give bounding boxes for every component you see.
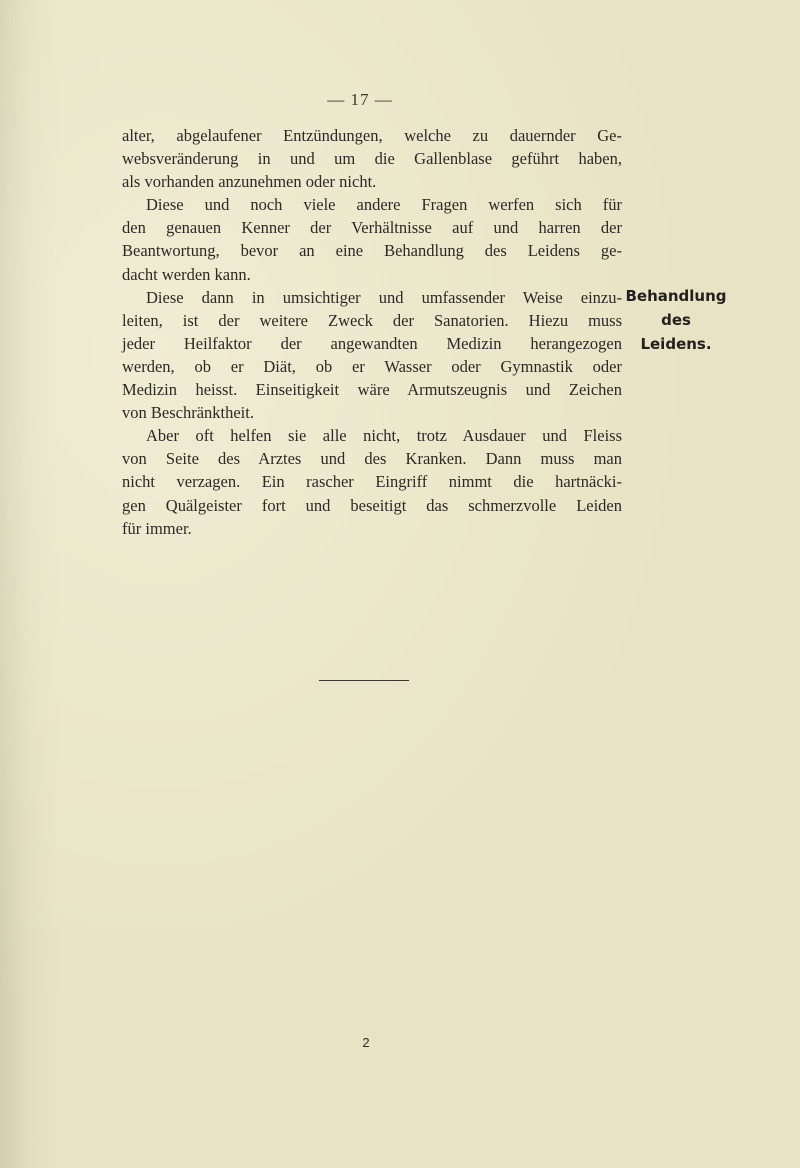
- text-line: websveränderung in und um die Gallenblase geführt haben,: [122, 149, 622, 169]
- text-line: leiten, ist der weitere Zweck der Sanatorien. Hiezu muss: [122, 310, 622, 330]
- text-line: alter, abgelaufener Entzündungen, welche zu dauernder Ge-: [122, 126, 622, 145]
- text-line: den genauen Kenner der Verhältnisse auf und harren der: [122, 218, 622, 238]
- margin-note-line: Leidens.: [640, 335, 712, 353]
- margin-note-line: des: [661, 311, 691, 329]
- page-number-header: — 17 —: [327, 90, 393, 109]
- text-line: Aber oft helfen sie alle nicht, trotz Ausdauer und Fleiss: [146, 426, 622, 446]
- text-line: als vorhanden anzunehmen oder nicht.: [122, 172, 377, 192]
- text-line: Medizin heisst. Einseitigkeit wäre Armutszeugnis und Zeichen: [122, 380, 622, 400]
- body-text: [122, 124, 622, 540]
- signature-mark: 2: [362, 1035, 370, 1050]
- text-line: für immer.: [122, 518, 192, 538]
- text-line: Diese und noch viele andere Fragen werfen sich für: [146, 195, 622, 215]
- text-line: gen Quälgeister fort und beseitigt das schmerzvolle Leiden: [122, 495, 622, 515]
- text-line: jeder Heilfaktor der angewandten Medizin herangezogen: [122, 333, 622, 353]
- text-line: von Beschränktheit.: [122, 403, 254, 423]
- text-line: dacht werden kann.: [122, 264, 251, 284]
- margin-note-line: Behandlung: [625, 287, 727, 305]
- text-line: von Seite des Arztes und des Kranken. Dann muss man: [122, 449, 622, 469]
- text-line: werden, ob er Diät, ob er Wasser oder Gymnastik oder: [122, 356, 622, 376]
- text-line: Diese dann in umsichtiger und umfassender Weise einzu-: [146, 287, 622, 307]
- margin-note: [620, 284, 732, 356]
- text-line: nicht verzagen. Ein rascher Eingriff nimmt die hartnäcki-: [122, 472, 622, 492]
- text-line: Beantwortung, bevor an eine Behandlung des Leidens ge-: [122, 241, 622, 261]
- section-divider: [319, 680, 409, 681]
